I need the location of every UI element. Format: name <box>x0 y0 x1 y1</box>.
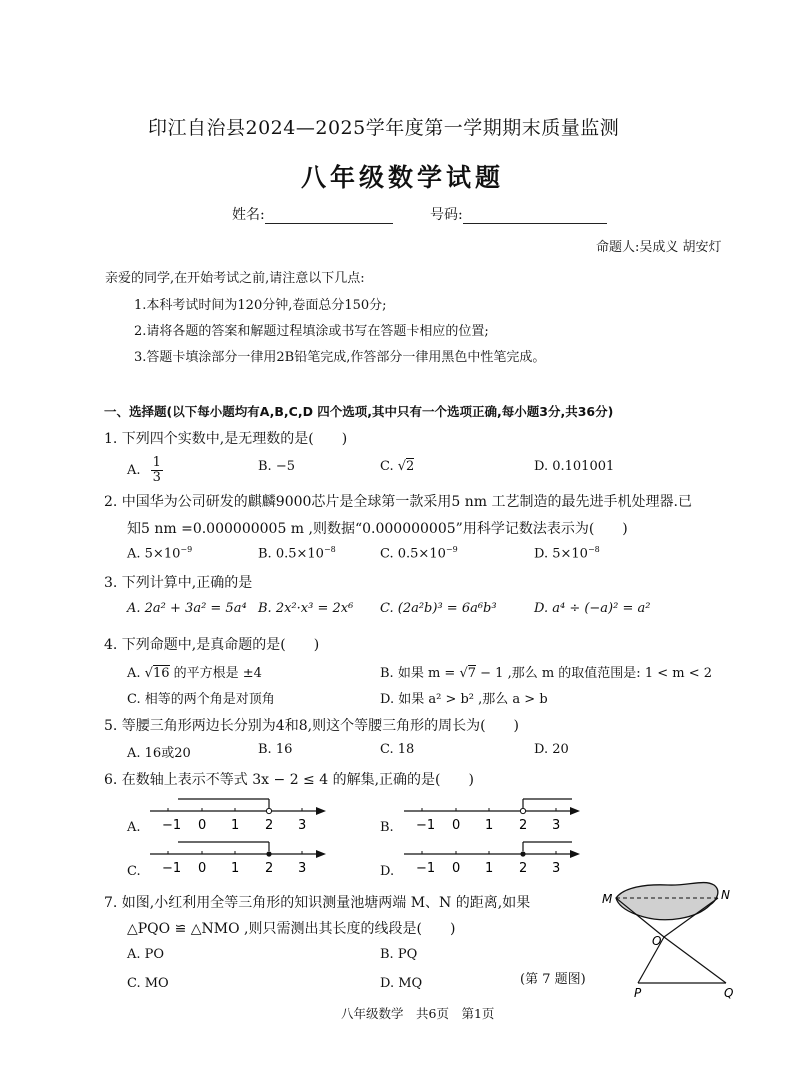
page-footer: 八年级数学 共6页 第1页 <box>341 1006 495 1021</box>
number-blank <box>463 209 607 224</box>
svg-text:1: 1 <box>231 818 240 833</box>
q6-ticks-a <box>162 808 306 833</box>
point-n-label: N <box>721 888 730 902</box>
svg-text:−1: −1 <box>162 861 182 876</box>
q5-option-c: C. 18 <box>380 742 415 757</box>
q7-option-a: A. PO <box>127 947 165 962</box>
svg-text:0: 0 <box>198 818 207 833</box>
q6-number-line-d <box>402 838 582 878</box>
q4-stem: 4. 下列命题中,是真命题的是( ) <box>104 637 320 653</box>
svg-text:2: 2 <box>519 818 528 833</box>
q7-stem-line2: △PQO ≌ △NMO ,则只需测出其长度的线段是( ) <box>127 921 456 937</box>
svg-text:−1: −1 <box>416 861 436 876</box>
name-label: 姓名: <box>232 207 265 223</box>
q2-stem-line1: 2. 中国华为公司研发的麒麟9000芯片是全球第一款采用5 nm 工艺制造的最先进手机处理器.已 <box>104 494 692 510</box>
q6-number-line-c <box>148 838 328 878</box>
q2-stem-line2: 知5 nm =0.000000005 m ,则数据“0.000000005”用科学记数法表示为( ) <box>127 521 628 537</box>
author-line: 命题人:吴成义 胡安灯 <box>596 240 722 255</box>
svg-text:2: 2 <box>265 818 274 833</box>
svg-text:1: 1 <box>485 861 494 876</box>
svg-text:0: 0 <box>452 861 461 876</box>
q5-option-a: A. 16或20 <box>127 746 191 761</box>
q1-option-a: A. $\frac{1}{3}$ <box>127 455 161 485</box>
q7-option-c: C. MO <box>127 976 169 991</box>
exam-title: 印江自治县2024—2025学年度第一学期期末质量监测 <box>148 117 620 139</box>
q1-option-b: B. −5 <box>258 459 295 474</box>
q6-option-d-label: D. <box>380 864 395 879</box>
q2-option-b: B. $0.5\times 10^{-8}$ <box>258 545 336 562</box>
notice-item-3: 3.答题卡填涂部分一律用2B铅笔完成,作答部分一律用黑色中性笔完成。 <box>134 350 546 365</box>
section-heading: 一、选择题(以下每小题均有A,B,C,D 四个选项,其中只有一个选项正确,每小题3分,共36分) <box>104 404 614 419</box>
q2-option-d: D. $5\times 10^{-8}$ <box>534 545 600 562</box>
point-q-label: Q <box>724 986 734 1000</box>
q7-figure <box>596 875 746 1000</box>
svg-text:3: 3 <box>552 818 561 833</box>
q6-number-line-a <box>148 795 328 835</box>
svg-text:1: 1 <box>231 861 240 876</box>
q4-option-a: A. √16 的平方根是 ±4 <box>127 666 262 681</box>
q6-option-c-label: C. <box>127 864 141 879</box>
point-m-label: M <box>602 892 613 906</box>
svg-text:3: 3 <box>552 861 561 876</box>
q4-option-c: C. 相等的两个角是对顶角 <box>127 692 275 707</box>
svg-text:−1: −1 <box>162 818 182 833</box>
name-blank <box>265 209 393 224</box>
q2-option-a: A. $5\times 10^{-9}$ <box>127 545 193 562</box>
q2-option-c: C. $0.5\times 10^{-9}$ <box>380 545 458 562</box>
q4-option-b: B. 如果 m = √7 − 1 ,那么 m 的取值范围是: 1 < m < 2 <box>380 666 713 681</box>
q6-option-a-label: A. <box>127 820 141 835</box>
pond-shape <box>616 883 718 920</box>
svg-text:3: 3 <box>298 818 307 833</box>
exam-subtitle: 八年级数学试题 <box>301 163 505 192</box>
svg-text:0: 0 <box>452 818 461 833</box>
number-label: 号码: <box>430 207 463 223</box>
q5-stem: 5. 等腰三角形两边长分别为4和8,则这个等腰三角形的周长为( ) <box>104 718 519 734</box>
notice-intro: 亲爱的同学,在开始考试之前,请注意以下几点: <box>105 271 365 286</box>
q1-stem: 1. 下列四个实数中,是无理数的是( ) <box>104 431 348 447</box>
svg-text:3: 3 <box>298 861 307 876</box>
svg-text:−1: −1 <box>416 818 436 833</box>
point-p-label: P <box>634 986 642 1000</box>
q7-figure-caption: (第 7 题图) <box>520 972 586 987</box>
notice-item-2: 2.请将各题的答案和解题过程填涂或书写在答题卡相应的位置; <box>134 324 489 339</box>
q6-ticks-c <box>162 851 306 876</box>
q5-option-d: D. 20 <box>534 742 569 757</box>
number-field <box>430 204 607 224</box>
notice-item-1: 1.本科考试时间为120分钟,卷面总分150分; <box>134 298 387 313</box>
q3-option-c: C. (2a²b)³ = 6a⁶b³ <box>380 601 497 616</box>
svg-text:2: 2 <box>265 861 274 876</box>
q4-option-d: D. 如果 a² > b² ,那么 a > b <box>380 692 548 707</box>
svg-text:0: 0 <box>198 861 207 876</box>
q1-option-d: D. 0.101001 <box>534 459 615 474</box>
svg-text:2: 2 <box>519 861 528 876</box>
q6-number-line-b <box>402 795 582 835</box>
q6-option-b-label: B. <box>380 820 394 835</box>
q5-option-b: B. 16 <box>258 742 293 757</box>
q6-stem: 6. 在数轴上表示不等式 3x − 2 ≤ 4 的解集,正确的是( ) <box>104 772 474 788</box>
point-o-label: O <box>652 934 662 948</box>
q1-option-c: C. √2 <box>380 459 415 474</box>
q3-option-d: D. a⁴ ÷ (−a)² = a² <box>534 601 651 616</box>
q6-ticks-d <box>416 851 560 876</box>
q7-stem-line1: 7. 如图,小红利用全等三角形的知识测量池塘两端 M、N 的距离,如果 <box>104 895 531 911</box>
q3-stem: 3. 下列计算中,正确的是 <box>104 575 253 591</box>
svg-text:1: 1 <box>485 818 494 833</box>
q1-fraction: $\frac{1}{3}$ <box>152 455 161 485</box>
q7-option-b: B. PQ <box>380 947 418 962</box>
q6-ticks-b <box>416 808 560 833</box>
name-field <box>232 204 393 224</box>
q3-option-b: B. 2x²·x³ = 2x⁶ <box>258 601 354 616</box>
q3-option-a: A. 2a² + 3a² = 5a⁴ <box>127 601 247 616</box>
q7-option-d: D. MQ <box>380 976 423 991</box>
